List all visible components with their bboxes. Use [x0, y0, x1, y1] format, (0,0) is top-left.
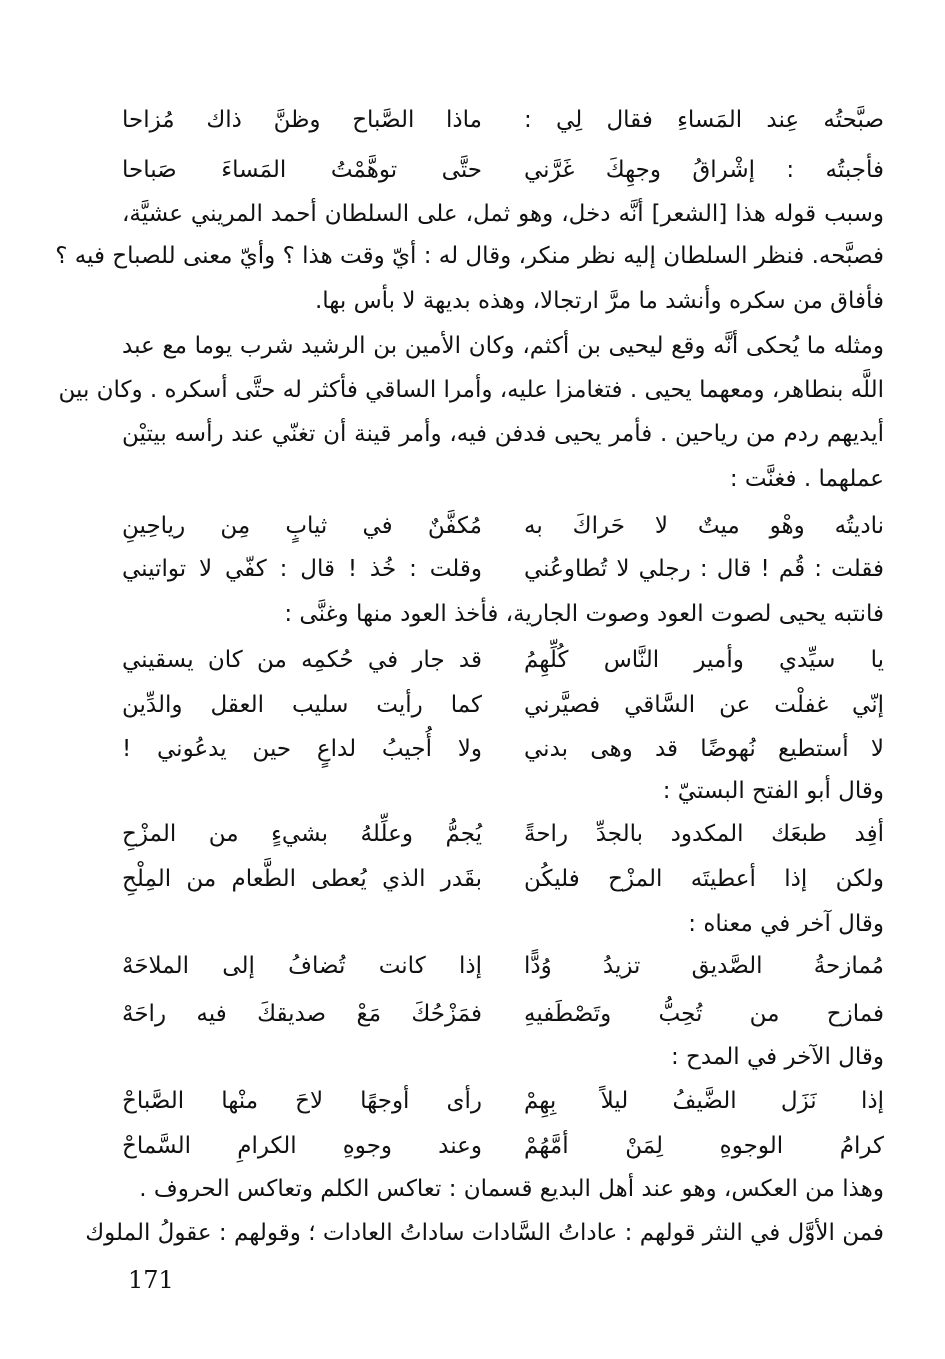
prose-line: فصبَّحه. فنظر السلطان إليه نظر منكر، وقال له : أيّ وقت هذا ؟ وأيّ معنى للصباح فيه ؟: [55, 243, 884, 269]
prose-line: فانتبه يحيى لصوت العود وصوت الجارية، فأخذ العود منها وغنَّى :: [284, 601, 884, 627]
verse-second-hemistich: إذا كانت تُضافُ إلى الملاحَهْ: [122, 953, 482, 979]
verse-line: [122, 863, 884, 895]
verse-first-hemistich: فمازح من تُحِبُّ وتَصْطَفيهِ: [524, 1001, 884, 1027]
prose-line: اللَّه بنطاهر، ومعهما يحيى . فتغامزا عليه، وأمرا الساقي فأكثر له حتَّى أسكره . وكان بين: [58, 377, 884, 403]
page-number: 171: [128, 1266, 174, 1294]
verse-line: [122, 733, 884, 765]
prose-line: فأفاق من سكره وأنشد ما مرَّ ارتجالا، وهذه بديهة لا بأس بها.: [314, 288, 884, 314]
prose-line: وقال أبو الفتح البستيّ :: [662, 778, 884, 804]
prose-line: وهذا من العكس، وهو عند أهل البديع قسمان : تعاكس الكلم وتعاكس الحروف .: [139, 1176, 884, 1202]
verse-line: [122, 553, 884, 585]
verse-first-hemistich: فأجبتُه : إشْراقُ وجهِكَ غَرَّني: [524, 157, 884, 183]
verse-line: [122, 998, 884, 1030]
verse-line: [122, 1085, 884, 1117]
verse-first-hemistich: صبَّحتُه عِند المَساءِ فقال لِي :: [524, 107, 884, 133]
prose-line: ومثله ما يُحكى أنَّه وقع ليحيى بن أكثم، وكان الأمين بن الرشيد شرب يوما مع عبد: [122, 333, 884, 359]
verse-second-hemistich: وعند وجوهِ الكرامِ السَّماحْ: [122, 1133, 482, 1159]
verse-second-hemistich: فمَزْحُكَ مَعْ صديقكَ فيه راحَهْ: [122, 1001, 482, 1027]
prose-line: أيديهم ردم من رياحين . فأمر يحيى فدفن فيه، وأمر قينة أن تغنّي عند رأسه بيتيْن: [122, 421, 884, 447]
verse-second-hemistich: بقَدر الذي يُعطى الطَّعام من المِلْحِ: [122, 866, 482, 892]
prose-line: عملهما . فغنَّت :: [729, 466, 884, 492]
prose-line: وقال الآخر في المدح :: [670, 1044, 884, 1070]
verse-second-hemistich: كما رأيت سليب العقل والدِّين: [122, 692, 482, 718]
verse-line: [122, 1130, 884, 1162]
verse-first-hemistich: كرامُ الوجوهِ لِمَنْ أمَّهُمْ: [524, 1133, 884, 1159]
verse-first-hemistich: ناديتُه وهْو ميتٌ لا حَراكَ به: [524, 513, 884, 539]
verse-second-hemistich: مُكفَّنٌ في ثيابٍ مِن رياحِينِ: [122, 513, 482, 539]
verse-first-hemistich: ولكن إذا أعطيتَه المزْح فليكُن: [524, 866, 884, 892]
prose-line: وقال آخر في معناه :: [688, 911, 884, 937]
verse-line: [122, 510, 884, 542]
verse-line: [122, 950, 884, 982]
verse-first-hemistich: أفِد طبعَك المكدود بالجدِّ راحةً: [524, 821, 884, 847]
verse-second-hemistich: ولا أُجيبُ لداعٍ حين يدعُوني !: [122, 736, 482, 762]
verse-first-hemistich: فقلت : قُم ! قال : رجلي لا تُطاوعُني: [524, 556, 884, 582]
verse-second-hemistich: وقلت : خُذ ! قال : كفّي لا تواتيني: [122, 556, 482, 582]
verse-first-hemistich: إنّي غفلْت عن السَّاقي فصيَّرني: [524, 692, 884, 718]
verse-first-hemistich: مُمازحةُ الصَّديق تزيدُ وُدًّا: [524, 953, 884, 979]
verse-line: [122, 689, 884, 721]
verse-line: [122, 104, 884, 136]
verse-second-hemistich: قد جار في حُكمِه من كان يسقيني: [122, 647, 482, 673]
verse-line: [122, 154, 884, 186]
prose-line: وسبب قوله هذا [الشعر] أنَّه دخل، وهو ثمل، على السلطان أحمد المريني عشيَّة،: [122, 201, 884, 227]
verse-line: [122, 644, 884, 676]
verse-second-hemistich: ماذا الصَّباح وظنَّ ذاك مُزاحا: [122, 107, 482, 133]
verse-second-hemistich: رأى أوجهًا لاحَ منْها الصَّباحْ: [122, 1088, 482, 1114]
verse-second-hemistich: حتَّى توهَّمْتُ المَساءَ صَباحا: [122, 157, 482, 183]
verse-first-hemistich: يا سيِّدي وأمير النَّاس كُلِّهِمُ: [524, 647, 884, 673]
prose-line: فمن الأوَّل في النثر قولهم : عاداتُ السَّادات ساداتُ العادات ؛ وقولهم : عقولُ الملوك: [85, 1220, 884, 1246]
verse-line: [122, 818, 884, 850]
verse-first-hemistich: لا أستطيع نُهوضًا قد وهى بدني: [524, 736, 884, 762]
verse-second-hemistich: يُجمُّ وعلِّلهُ بشيءٍ من المزْحِ: [122, 821, 482, 847]
verse-first-hemistich: إذا نَزَل الضَّيفُ ليلاً بِهِمْ: [524, 1088, 884, 1114]
